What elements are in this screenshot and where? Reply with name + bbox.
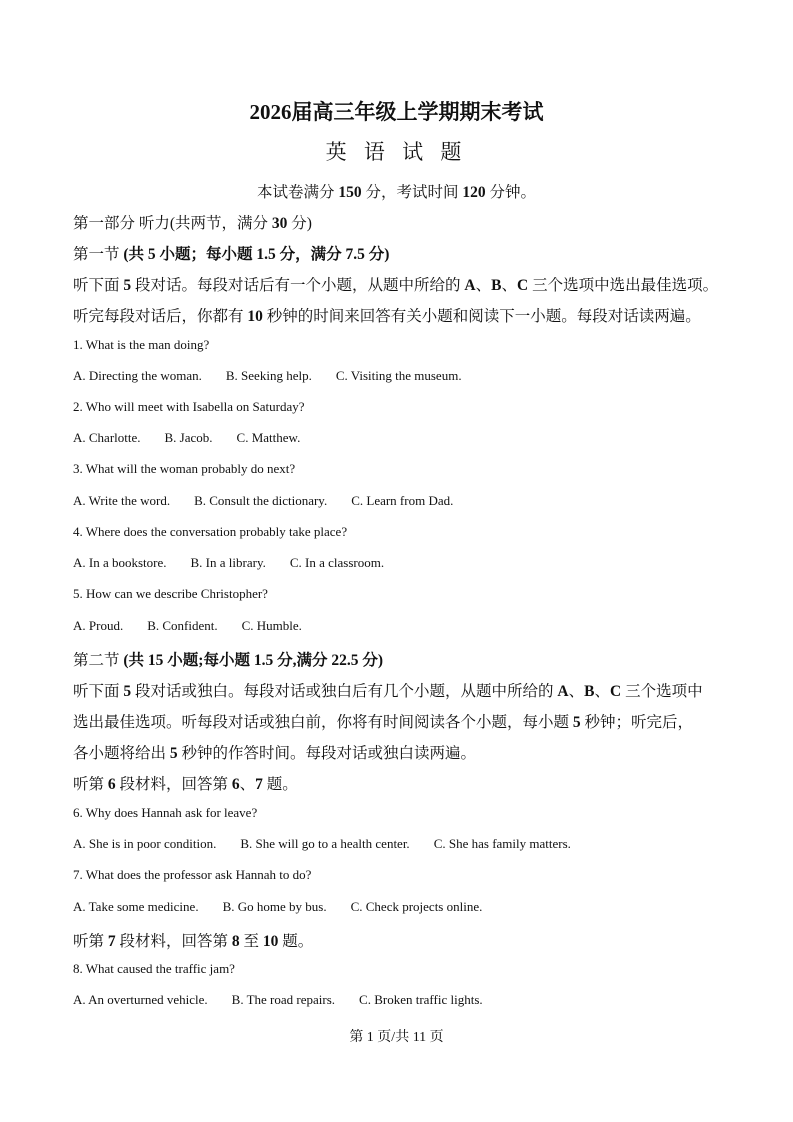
option-c: C. Visiting the museum. — [335, 368, 462, 383]
exam-title: 2026届高三年级上学期期末考试 — [249, 100, 544, 124]
part1-heading: 第一部分 听力(共两节，满分 30 分) — [73, 215, 312, 232]
option-b: B. In a library. — [190, 555, 266, 570]
option-b: B. Seeking help. — [225, 368, 312, 383]
option-c: C. Matthew. — [236, 430, 301, 445]
option-c: C. Check projects online. — [350, 899, 483, 914]
option-a: A. An overturned vehicle. — [73, 992, 208, 1007]
option-b: B. Go home by bus. — [222, 899, 327, 914]
question-5: 5. How can we describe Christopher? — [73, 586, 268, 601]
option-a: A. Proud. — [73, 618, 124, 633]
options-2 — [73, 430, 324, 446]
question-2: 2. Who will meet with Isabella on Saturday? — [73, 399, 305, 414]
option-b: B. Consult the dictionary. — [194, 493, 328, 508]
option-a: A. In a bookstore. — [73, 555, 167, 570]
options-8 — [73, 992, 507, 1008]
option-a: A. Directing the woman. — [73, 368, 202, 383]
subject-title: 英 语 试 题 — [325, 140, 468, 164]
options-5 — [73, 618, 326, 634]
question-7: 7. What does the professor ask Hannah to do? — [73, 867, 312, 882]
option-b: B. She will go to a health center. — [240, 836, 410, 851]
option-a: A. Charlotte. — [73, 430, 141, 445]
section1-instruction-1: 听下面 5 段对话。每段对话后有一个小题，从题中所给的 A、B、C 三个选项中选出最佳选项。 — [73, 277, 719, 294]
options-4 — [73, 555, 408, 571]
question-8: 8. What caused the traffic jam? — [73, 961, 235, 976]
question-1: 1. What is the man doing? — [73, 337, 210, 352]
option-a: A. Write the word. — [73, 493, 171, 508]
options-7 — [73, 899, 506, 915]
question-6: 6. Why does Hannah ask for leave? — [73, 805, 258, 820]
page-footer: 第 1 页/共 11 页 — [349, 1030, 444, 1045]
section2-instruction-3: 各小题将给出 5 秒钟的作答时间。每段对话或独白读两遍。 — [73, 745, 477, 762]
option-c: C. Learn from Dad. — [351, 493, 454, 508]
section1-heading: 第一节 (共 5 小题；每小题 1.5 分，满分 7.5 分) — [73, 246, 390, 263]
option-c: C. She has family matters. — [433, 836, 571, 851]
exam-info: 本试卷满分 150 分，考试时间 120 分钟。 — [256, 184, 537, 201]
question-4: 4. Where does the conversation probably take place? — [73, 524, 348, 539]
option-a: A. She is in poor condition. — [73, 836, 217, 851]
question-3: 3. What will the woman probably do next? — [73, 461, 296, 476]
option-c: C. Broken traffic lights. — [359, 992, 483, 1007]
option-b: B. Confident. — [147, 618, 218, 633]
section2-instruction-1: 听下面 5 段对话或独白。每段对话或独白后有几个小题，从题中所给的 A、B、C 三个选项中 — [73, 683, 703, 700]
option-c: C. Humble. — [241, 618, 302, 633]
option-a: A. Take some medicine. — [73, 899, 199, 914]
option-b: B. Jacob. — [164, 430, 213, 445]
material-6-heading: 听第 6 段材料，回答第 6、7 题。 — [73, 776, 298, 793]
material-7-heading: 听第 7 段材料，回答第 8 至 10 题。 — [73, 933, 314, 950]
options-3 — [73, 493, 477, 509]
options-1 — [73, 368, 486, 384]
section2-heading: 第二节 (共 15 小题;每小题 1.5 分,满分 22.5 分) — [73, 652, 384, 669]
options-6 — [73, 836, 595, 852]
section1-instruction-2: 听完每段对话后，你都有 10 秒钟的时间来回答有关小题和阅读下一小题。每段对话读两遍。 — [73, 308, 701, 325]
option-c: C. In a classroom. — [289, 555, 385, 570]
section2-instruction-2: 选出最佳选项。听每段对话或独白前，你将有时间阅读各个小题，每小题 5 秒钟；听完后， — [73, 714, 694, 731]
option-b: B. The road repairs. — [231, 992, 336, 1007]
